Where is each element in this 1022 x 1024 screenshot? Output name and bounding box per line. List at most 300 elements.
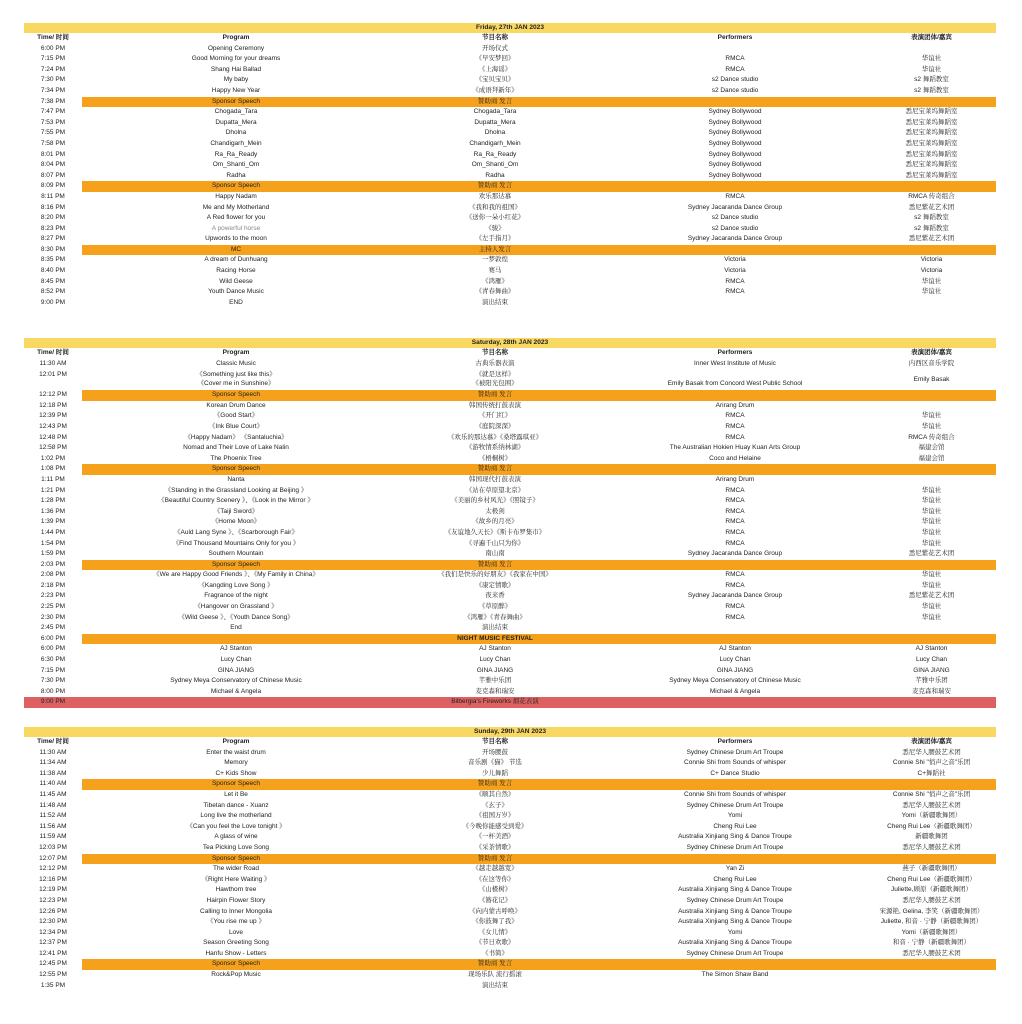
- troupe-cell: C+舞蹈社: [917, 769, 946, 777]
- troupe-cell: 悉尼紫花艺术团: [908, 235, 955, 243]
- chinese-name-cell: 《簪花记》: [478, 896, 512, 904]
- table-row: [24, 801, 996, 812]
- time-cell: 2:23 PM: [40, 592, 66, 600]
- time-cell: 6:30 PM: [40, 656, 66, 664]
- performers-cell: Sydney Jacaranda Dance Group: [687, 235, 783, 243]
- troupe-cell: 福建会馆: [918, 444, 945, 452]
- table-row: [24, 591, 996, 602]
- time-cell: 12:55 PM: [39, 971, 67, 979]
- program-cell: 《Ink Blue Court》: [208, 422, 264, 430]
- troupe-cell: s2 舞蹈教室: [914, 214, 949, 222]
- program-cell: Sponsor Speech: [211, 182, 261, 190]
- performers-cell: AJ Stanton: [719, 645, 751, 653]
- chinese-name-cell: AJ Stanton: [479, 645, 511, 653]
- table-header: [24, 737, 996, 748]
- table-row: [24, 443, 996, 454]
- time-cell: 8:11 PM: [41, 192, 65, 200]
- chinese-name-cell: 现场乐队 流行摇滚: [468, 971, 522, 979]
- day-section: [24, 727, 996, 991]
- performers-cell: RMCA: [725, 192, 745, 200]
- performers-cell: RMCA: [725, 433, 745, 441]
- time-cell: 1:36 PM: [40, 507, 66, 515]
- performers-cell: RMCA: [725, 412, 745, 420]
- time-cell: 2:08 PM: [40, 571, 66, 579]
- troupe-cell: 和音 · 宁静（新疆歌舞团）: [892, 939, 971, 947]
- chinese-name-cell: 一梦敦煌: [482, 256, 508, 264]
- table-row: [24, 907, 996, 918]
- chinese-name-cell: NIGHT MUSIC FESTIVAL: [457, 634, 533, 642]
- table-row: [24, 298, 996, 309]
- performers-cell: Victoria: [724, 267, 746, 275]
- time-cell: 1:35 PM: [40, 981, 66, 989]
- program-cell: 《Find Thousand Mountains Only for you 》: [172, 539, 300, 547]
- troupe-cell: 悉尼华人腰鼓艺术团: [902, 748, 961, 756]
- time-cell: 1:54 PM: [40, 539, 66, 547]
- program-cell: Chogada_Tara: [214, 108, 258, 116]
- performers-cell: s2 Dance studio: [711, 224, 759, 232]
- program-cell: Love: [228, 928, 244, 936]
- header-performers: Performers: [717, 349, 753, 356]
- time-cell: 11:38 AM: [39, 769, 67, 777]
- program-cell: Calling to Inner Mongolia: [200, 907, 272, 915]
- chinese-name-line: 《就是这样》: [475, 371, 515, 379]
- chinese-name-cell: 欢乐那达慕: [478, 192, 512, 200]
- table-row: [24, 758, 996, 769]
- chinese-name-cell: 音乐剧《猫》 节选: [468, 759, 522, 767]
- header-program: Program: [222, 738, 250, 745]
- table-row: [24, 128, 996, 139]
- troupe-cell: 华谊社: [921, 277, 942, 285]
- troupe-cell: Cheng Rui Lee（新疆歌舞团）: [887, 822, 976, 830]
- chinese-name-cell: 《在这等你》: [475, 875, 515, 883]
- header-chinese-name: 节目名称: [482, 738, 508, 745]
- troupe-cell: 福建会馆: [918, 454, 945, 462]
- performers-cell: Sydney Bollywood: [708, 108, 762, 116]
- program-cell: Fragrance of the night: [204, 592, 268, 600]
- time-cell: 1:44 PM: [40, 528, 66, 536]
- troupe-cell: Juliette, 和音 · 宁静（新疆歌舞团）: [880, 918, 983, 926]
- chinese-name-cell: 赞助商 发言: [477, 465, 513, 473]
- time-cell: 8:00 PM: [40, 687, 66, 695]
- time-cell: 8:16 PM: [40, 203, 66, 211]
- time-cell: 1:59 PM: [40, 550, 66, 558]
- table-row: [24, 118, 996, 129]
- program-cell: Youth Dance Music: [208, 288, 264, 296]
- troupe-cell: 悉尼华人腰鼓艺术团: [902, 949, 961, 957]
- time-cell: 2:45 PM: [40, 624, 66, 632]
- time-cell: 12:03 PM: [39, 843, 67, 851]
- chinese-name-cell: 《开门红》: [478, 412, 512, 420]
- program-cell: Sponsor Speech: [211, 560, 261, 568]
- table-row: [24, 160, 996, 171]
- troupe-cell: 悉尼宝莱坞舞蹈室: [905, 171, 958, 179]
- header-performers: Performers: [717, 34, 753, 41]
- time-cell: 1:39 PM: [40, 518, 66, 526]
- table-row: [24, 517, 996, 528]
- table-row: [24, 287, 996, 298]
- time-cell: 12:19 PM: [39, 886, 67, 894]
- program-cell: A dream of Dunhuang: [204, 256, 268, 264]
- troupe-cell: 麦克森和瑞安: [912, 687, 951, 695]
- chinese-name-cell: 赞助商 发言: [477, 780, 513, 788]
- program-cell: 《Standing in the Grassland Looking at Beijing 》: [164, 486, 308, 494]
- table-row: [24, 832, 996, 843]
- chinese-name-cell: 《祖国万岁》: [475, 812, 515, 820]
- troupe-cell: 华谊社: [921, 507, 942, 515]
- troupe-cell: Connie Shi "悄声之音"乐团: [892, 759, 971, 767]
- time-cell: 7:24 PM: [40, 65, 66, 73]
- time-cell: 7:30 PM: [40, 76, 66, 84]
- chinese-name-cell: 开场仪式: [482, 44, 508, 52]
- performers-cell: Connie Shi from Sounds of whisper: [684, 759, 786, 767]
- time-cell: 12:45 PM: [39, 960, 67, 968]
- sponsor-row: [24, 464, 996, 475]
- chinese-name-cell: 《采茶情歌》: [475, 843, 515, 851]
- table-row: [24, 549, 996, 560]
- troupe-cell: Yomi（新疆歌舞团）: [901, 812, 962, 820]
- program-line: 《Cover me in Sunshine》: [197, 379, 275, 387]
- table-row: [24, 75, 996, 86]
- program-cell: Sponsor Speech: [211, 854, 261, 862]
- table-row: [24, 790, 996, 801]
- sponsor-row: [24, 245, 996, 256]
- time-cell: 11:48 AM: [39, 801, 67, 809]
- troupe-cell: 华谊社: [921, 518, 942, 526]
- program-cell: Chandigarh_Mein: [210, 139, 262, 147]
- program-cell: END: [229, 298, 243, 306]
- troupe-cell: GINA JIANG: [913, 666, 950, 674]
- time-cell: 12:43 PM: [39, 422, 67, 430]
- table-row: [24, 949, 996, 960]
- chinese-name-cell: 赞助商 发言: [477, 960, 513, 968]
- performers-cell: Inner West Institute of Music: [694, 359, 776, 367]
- program-cell: End: [230, 624, 242, 632]
- troupe-cell: 华谊社: [921, 65, 942, 73]
- troupe-cell: 华谊社: [921, 497, 942, 505]
- troupe-cell: Juliette,顾原（新疆歌舞团）: [891, 886, 972, 894]
- table-row: [24, 613, 996, 624]
- performers-cell: RMCA: [725, 603, 745, 611]
- troupe-cell: 悉尼紫花艺术团: [908, 550, 955, 558]
- chinese-name-cell: 《庭院深深》: [475, 422, 515, 430]
- fireworks-row: [24, 697, 996, 708]
- chinese-name-cell: 赞助商 发言: [477, 182, 513, 190]
- program-cell: 《Home Moon》: [211, 518, 261, 526]
- time-cell: 7:15 PM: [40, 55, 66, 63]
- chinese-name-cell: 赞助商 发言: [477, 97, 513, 105]
- troupe-cell: 内西区音乐学院: [908, 359, 955, 367]
- performers-cell: Arirang Drum: [715, 401, 755, 409]
- time-cell: 12:48 PM: [39, 433, 67, 441]
- performers-cell: RMCA: [725, 277, 745, 285]
- time-cell: 9:00 PM: [40, 698, 66, 706]
- troupe-cell: 悉尼华人腰鼓艺术团: [902, 801, 961, 809]
- program-cell: Tibetan dance - Xuanz: [203, 801, 269, 809]
- program-cell: 《Wild Geese 》、《Youth Dance Song》: [178, 613, 294, 621]
- header-troupe: 表演团体/嘉宾: [911, 34, 952, 41]
- time-cell: 11:59 AM: [39, 833, 67, 841]
- time-cell: 12:01 PM: [39, 371, 67, 379]
- performers-cell: RMCA: [725, 613, 745, 621]
- performers-cell: RMCA: [725, 422, 745, 430]
- performers-cell: The Simon Shaw Band: [701, 971, 769, 979]
- chinese-name-cell: Chandigarh_Mein: [469, 139, 521, 147]
- program-cell: Tea Picking Love Song: [202, 843, 270, 851]
- performers-cell: RMCA: [725, 507, 745, 515]
- time-cell: 12:58 PM: [39, 444, 67, 452]
- chinese-name-cell: 赞助商 发言: [477, 854, 513, 862]
- program-cell: Sponsor Speech: [211, 780, 261, 788]
- program-cell: Happy New Year: [211, 86, 261, 94]
- program-cell: Korean Drum Dance: [206, 401, 266, 409]
- program-cell: Sponsor Speech: [211, 391, 261, 399]
- chinese-name-cell: 《送你一朵小红花》: [465, 214, 525, 222]
- troupe-cell: s2 舞蹈教室: [914, 76, 949, 84]
- time-cell: 7:58 PM: [40, 139, 66, 147]
- performers-cell: RMCA: [725, 486, 745, 494]
- chinese-name-cell: Om_Shanti_Om: [471, 161, 519, 169]
- program-cell: A glass of wine: [214, 833, 258, 841]
- troupe-cell: 芊雅中乐团: [915, 677, 948, 685]
- program-cell: The wider Road: [213, 865, 259, 873]
- troupe-cell: AJ Stanton: [915, 645, 948, 653]
- table-row: [24, 644, 996, 655]
- time-cell: 12:16 PM: [39, 875, 67, 883]
- program-cell: 《Good Start》: [213, 412, 259, 420]
- sponsor-row: [24, 854, 996, 865]
- troupe-cell: 悉尼宝莱坞舞蹈室: [905, 118, 958, 126]
- time-cell: 2:18 PM: [40, 581, 66, 589]
- time-cell: 12:12 PM: [39, 391, 67, 399]
- time-cell: 2:30 PM: [40, 613, 66, 621]
- troupe-cell: 悉尼宝莱坞舞蹈室: [905, 139, 958, 147]
- program-cell: Me and My Motherland: [202, 203, 270, 211]
- program-cell: Nanta: [227, 475, 245, 483]
- troupe-cell: Victoria: [920, 267, 943, 275]
- header-chinese-name: 节目名称: [482, 349, 508, 356]
- festival-row: [24, 634, 996, 645]
- sponsor-row: [24, 97, 996, 108]
- chinese-name-cell: 《节日欢歌》: [475, 939, 515, 947]
- time-cell: 12:41 PM: [39, 949, 67, 957]
- performers-cell: Yomi: [727, 928, 743, 936]
- program-cell: 《Beautiful Country Scenery 》、《Look in the Mirror 》: [158, 497, 314, 505]
- performers-cell: Yomi: [727, 812, 743, 820]
- troupe-cell: 华谊社: [921, 613, 942, 621]
- time-cell: 1:11 PM: [41, 475, 65, 483]
- program-cell: Om_Shanti_Om: [212, 161, 260, 169]
- chinese-name-cell: 《美丽的乡村风光》《照镜子》: [451, 497, 539, 505]
- table-row: [24, 570, 996, 581]
- program-cell: 《You rise me up 》: [207, 918, 265, 926]
- chinese-name-cell: 《左手指月》: [475, 235, 515, 243]
- troupe-cell: Connie Shi "悄声之音"乐团: [892, 790, 971, 798]
- performers-cell: Sydney Bollywood: [708, 118, 762, 126]
- program-cell: Season Greeting Song: [203, 939, 269, 947]
- troupe-cell: 悉尼华人腰鼓艺术团: [902, 843, 961, 851]
- time-cell: 11:56 AM: [39, 822, 67, 830]
- performers-cell: RMCA: [725, 528, 745, 536]
- table-row: [24, 938, 996, 949]
- program-cell: 《Hangover on Grassland 》: [194, 603, 278, 611]
- time-cell: 6:00 PM: [40, 634, 66, 642]
- chinese-name-cell: 演出结束: [482, 981, 508, 989]
- chinese-name-line: 《被阳光包围》: [472, 379, 518, 387]
- performers-cell: RMCA: [725, 65, 745, 73]
- chinese-name-cell: 《越走越越宽》: [472, 865, 518, 873]
- troupe-cell: RMCA 传奇组合: [908, 192, 955, 200]
- time-cell: 2:03 PM: [40, 560, 66, 568]
- table-row: [24, 277, 996, 288]
- performers-cell: [604, 369, 866, 388]
- performers-cell: RMCA: [725, 518, 745, 526]
- time-cell: 8:27 PM: [40, 235, 66, 243]
- performers-cell: Sydney Jacaranda Dance Group: [687, 550, 783, 558]
- table-row: [24, 981, 996, 992]
- time-cell: 7:47 PM: [40, 108, 66, 116]
- performers-cell: Sydney Chinese Drum Art Troupe: [686, 801, 784, 809]
- performers-cell: RMCA: [725, 581, 745, 589]
- table-row: [24, 203, 996, 214]
- performers-cell: Sydney Bollywood: [708, 139, 762, 147]
- chinese-name-cell: 赞助商 发言: [477, 391, 513, 399]
- performers-cell: Australia Xinjiang Sing & Dance Troupe: [678, 833, 792, 841]
- time-cell: 8:07 PM: [40, 171, 66, 179]
- performers-cell: RMCA: [725, 571, 745, 579]
- table-row: [24, 676, 996, 687]
- program-cell: Shang Hai Ballad: [210, 65, 262, 73]
- program-cell: Dholna: [225, 129, 247, 137]
- performers-cell: RMCA: [725, 497, 745, 505]
- time-cell: 8:30 PM: [40, 245, 66, 253]
- time-cell: 8:09 PM: [40, 182, 66, 190]
- table-row: [24, 411, 996, 422]
- time-cell: 8:23 PM: [40, 224, 66, 232]
- time-cell: 1:21 PM: [40, 486, 66, 494]
- table-row: [24, 359, 996, 370]
- table-row: [24, 917, 996, 928]
- chinese-name-cell: 《鸿雁》: [482, 277, 508, 285]
- table-row: [24, 666, 996, 677]
- performers-cell: GINA JIANG: [716, 666, 754, 674]
- chinese-name-cell: 赛马: [488, 267, 502, 275]
- table-row: [24, 213, 996, 224]
- program-cell: Upwords to the moon: [205, 235, 267, 243]
- chinese-name-cell: 《早安梦回》: [475, 55, 515, 63]
- time-cell: 11:34 AM: [39, 759, 67, 767]
- troupe-cell: s2 舞蹈教室: [914, 86, 949, 94]
- table-header: [24, 348, 996, 359]
- time-cell: 8:20 PM: [40, 214, 66, 222]
- performers-cell: Sydney Jacaranda Dance Group: [687, 203, 783, 211]
- performers-cell: Australia Xinjiang Sing & Dance Troupe: [678, 886, 792, 894]
- chinese-name-cell: 《青春舞曲》: [475, 288, 515, 296]
- time-cell: 1:02 PM: [40, 454, 66, 462]
- chinese-name-cell: 南山南: [485, 550, 505, 558]
- time-cell: 11:30 AM: [39, 748, 67, 756]
- time-cell: 12:39 PM: [39, 412, 67, 420]
- performers-cell: Coco and Helaine: [709, 454, 761, 462]
- troupe-cell: 华谊社: [921, 288, 942, 296]
- time-cell: 8:40 PM: [40, 267, 66, 275]
- program-cell: AJ Stanton: [220, 645, 252, 653]
- performers-cell: RMCA: [725, 288, 745, 296]
- performers-cell: Cheng Rui Lee: [713, 822, 757, 830]
- table-row: [24, 528, 996, 539]
- program-cell: Opening Ceremony: [207, 44, 265, 52]
- chinese-name-cell: 太极剑: [485, 507, 505, 515]
- performers-cell: RMCA: [725, 55, 745, 63]
- troupe-cell: Emily Basak: [913, 376, 950, 384]
- chinese-name-cell: 《成语拜新年》: [472, 86, 518, 94]
- troupe-cell: 宋源艳, Gelina, 李笑（新疆歌舞团）: [879, 907, 984, 915]
- table-row: [24, 843, 996, 854]
- chinese-name-cell: 《书简》: [482, 949, 508, 957]
- troupe-cell: 悉尼华人腰鼓艺术团: [902, 896, 961, 904]
- chinese-name-cell: 《你鼓舞了我》: [472, 918, 518, 926]
- table-row: [24, 171, 996, 182]
- program-cell: 《Taiji Sword》: [213, 507, 259, 515]
- chinese-name-cell: 演出结束: [482, 624, 508, 632]
- table-row: [24, 234, 996, 245]
- time-cell: 1:28 PM: [40, 497, 66, 505]
- troupe-cell: 华谊社: [921, 581, 942, 589]
- table-row: [24, 623, 996, 634]
- troupe-cell: 燕子（新疆歌舞团）: [902, 865, 961, 873]
- time-cell: 7:34 PM: [40, 86, 66, 94]
- troupe-cell: 华谊社: [921, 55, 942, 63]
- troupe-cell: 悉尼宝莱坞舞蹈室: [905, 108, 958, 116]
- troupe-cell: 新疆歌舞团: [915, 833, 948, 841]
- performers-cell: Connie Shi from Sounds of whisper: [684, 790, 786, 798]
- performers-cell: Sydney Chinese Drum Art Troupe: [686, 748, 784, 756]
- table-row: [24, 769, 996, 780]
- chinese-name-cell: 《我们是快乐的好朋友》《我家在中国》: [438, 571, 552, 579]
- performers-cell: Australia Xinjiang Sing & Dance Troupe: [678, 918, 792, 926]
- troupe-cell: 华谊社: [921, 603, 942, 611]
- program-cell: Long live the motherland: [200, 812, 272, 820]
- day-title: Sunday, 29th JAN 2023: [24, 727, 996, 737]
- chinese-name-cell: 麦克森和瑞安: [475, 687, 515, 695]
- chinese-name-cell: 《草原醉》: [478, 603, 512, 611]
- chinese-name-cell: Bilbergia's Fireworks 烟花表演: [451, 698, 539, 706]
- header-performers: Performers: [717, 738, 753, 745]
- time-cell: 12:37 PM: [39, 939, 67, 947]
- chinese-name-cell: Radha: [485, 171, 505, 179]
- troupe-cell: Yomi（新疆歌舞团）: [901, 928, 962, 936]
- troupe-cell: 悉尼宝莱坞舞蹈室: [905, 150, 958, 158]
- program-cell: C+ Kids Show: [215, 769, 257, 777]
- time-cell: 12:30 PM: [39, 918, 67, 926]
- day-title: Saturday, 28th JAN 2023: [24, 338, 996, 348]
- table-row: [24, 454, 996, 465]
- program-cell: A powerful horse: [211, 224, 261, 232]
- chinese-name-cell: 《女儿情》: [478, 928, 512, 936]
- program-cell: The Phoenix Tree: [210, 454, 262, 462]
- time-cell: 2:25 PM: [40, 603, 66, 611]
- table-row: [24, 496, 996, 507]
- chinese-name-cell: 芊雅中乐团: [478, 677, 512, 685]
- table-row: [24, 54, 996, 65]
- table-row: [24, 139, 996, 150]
- time-cell: 6:00 PM: [40, 44, 66, 52]
- time-cell: 8:52 PM: [40, 288, 66, 296]
- troupe-cell: Lucy Chan: [915, 656, 948, 664]
- program-cell: [86, 369, 386, 388]
- performers-cell: Sydney Jacaranda Dance Group: [687, 592, 783, 600]
- time-cell: 11:30 AM: [39, 359, 67, 367]
- chinese-name-cell: 少儿舞蹈: [482, 769, 508, 777]
